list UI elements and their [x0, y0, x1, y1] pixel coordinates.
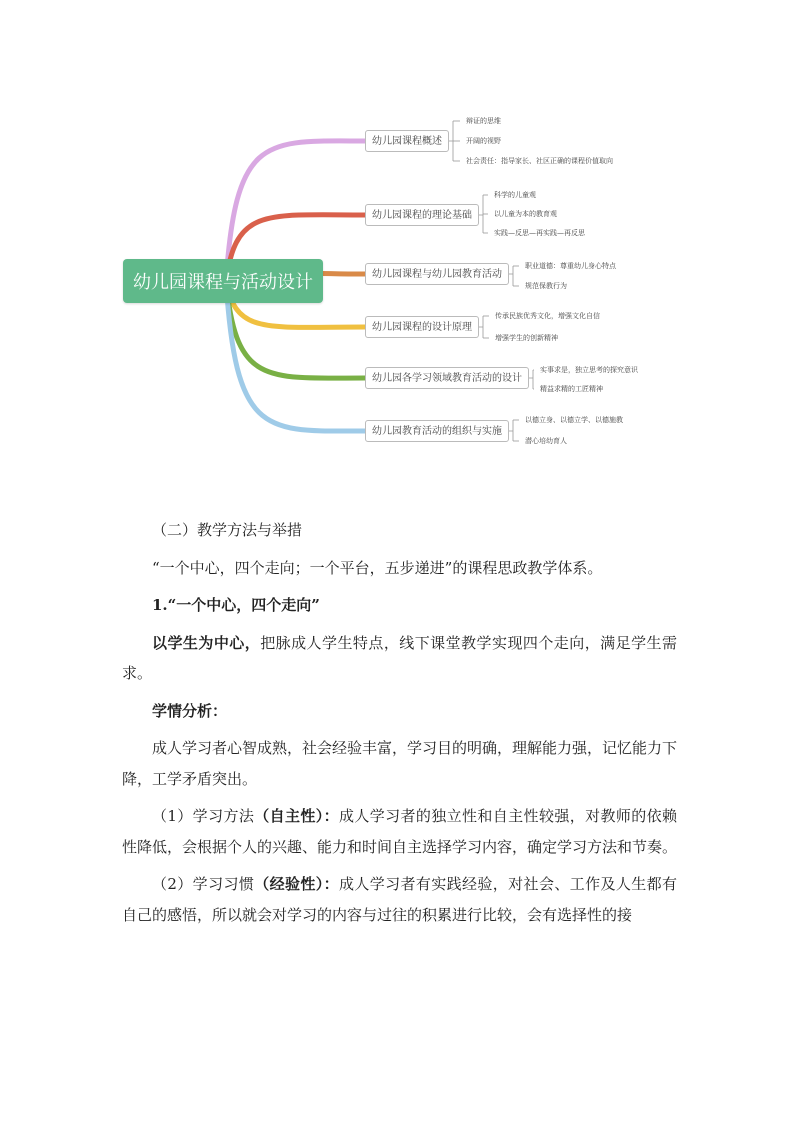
- paragraph-student-centered: [122, 628, 677, 689]
- branch-node-5: 幼儿园各学习领域教育活动的设计: [365, 367, 529, 389]
- leaf-4-2: 增强学生的创新精神: [495, 334, 558, 342]
- leaf-bracket-3: [509, 266, 513, 286]
- learning-habit-rest: 成人学习者有实践经验，对社会、工作及人生都有自己的感悟，所以就会对学习的内容与过往的积累进行比较，会有选择性的接: [122, 875, 677, 924]
- leaf-bracket-5: [529, 370, 533, 389]
- paragraph-learning-method: [122, 801, 677, 862]
- leaf-bracket-1: [449, 121, 453, 161]
- student-centered-bold: 以学生为中心，: [152, 633, 261, 652]
- leaf-bracket-2: [479, 195, 483, 233]
- subheading-1-text: 1.“一个中心，四个走向”: [152, 596, 320, 614]
- branch-node-6: 幼儿园教育活动的组织与实施: [365, 420, 509, 442]
- learning-habit-label: （2）学习习惯: [152, 875, 255, 893]
- leaf-1-1: 辩证的思维: [466, 117, 501, 125]
- leaf-bracket-6: [509, 420, 513, 441]
- leaf-3-2: 规范保教行为: [525, 282, 567, 290]
- mind-map-root: 幼儿园课程与活动设计: [123, 259, 323, 303]
- leaf-5-1: 实事求是，独立思考的探究意识: [540, 366, 638, 374]
- leaf-5-2: 精益求精的工匠精神: [540, 385, 603, 393]
- leaf-2-3: 实践—反思—再实践—再反思: [494, 229, 585, 237]
- leaf-3-1: 职业道德：尊重幼儿身心特点: [525, 262, 616, 270]
- branch-node-4: 幼儿园课程的设计原理: [365, 316, 479, 338]
- learning-analysis-heading: [122, 696, 677, 727]
- leaf-4-1: 传承民族优秀文化，增强文化自信: [495, 312, 600, 320]
- mind-map: [0, 0, 794, 500]
- branch-node-2: 幼儿园课程的理论基础: [365, 204, 479, 226]
- learning-method-rest: 成人学习者的独立性和自主性较强，对教师的依赖性降低，会根据个人的兴趣、能力和时间自主选择学习内容，确定学习方法和节奏。: [122, 807, 678, 856]
- leaf-1-2: 开阔的视野: [466, 137, 501, 145]
- branch-node-3: 幼儿园课程与幼儿园教育活动: [365, 263, 509, 285]
- leaf-6-1: 以德立身、以德立学、以德施教: [525, 416, 623, 424]
- leaf-bracket-4: [479, 316, 483, 338]
- learning-habit-bold: （经验性）：: [254, 875, 339, 893]
- branch-node-1: 幼儿园课程概述: [365, 130, 449, 152]
- document-body: [122, 515, 677, 930]
- paragraph-learner-profile: 成人学习者心智成熟，社会经验丰富，学习目的明确，理解能力强，记忆能力下降，工学矛盾突出。: [122, 739, 678, 788]
- learning-analysis-text: 学情分析：: [152, 701, 228, 720]
- leaf-1-3: 社会责任：指导家长、社区正确的课程价值取向: [466, 157, 613, 165]
- paragraph-learning-habit: [122, 869, 677, 930]
- student-centered-rest: 把脉成人学生特点，线下课堂教学实现四个走向，满足学生需求。: [122, 633, 677, 682]
- leaf-2-1: 科学的儿童观: [494, 191, 536, 199]
- subheading-1: [122, 590, 677, 621]
- leaf-6-2: 潜心培幼育人: [525, 437, 567, 445]
- learning-method-bold: （自主性）：: [254, 807, 339, 825]
- learning-method-label: （1）学习方法: [152, 807, 255, 825]
- section-heading: （二）教学方法与举措: [152, 521, 303, 539]
- paragraph-system-intro: “一个中心，四个走向；一个平台，五步递进”的课程思政教学体系。: [152, 558, 603, 577]
- leaf-2-2: 以儿童为本的教育观: [494, 210, 557, 218]
